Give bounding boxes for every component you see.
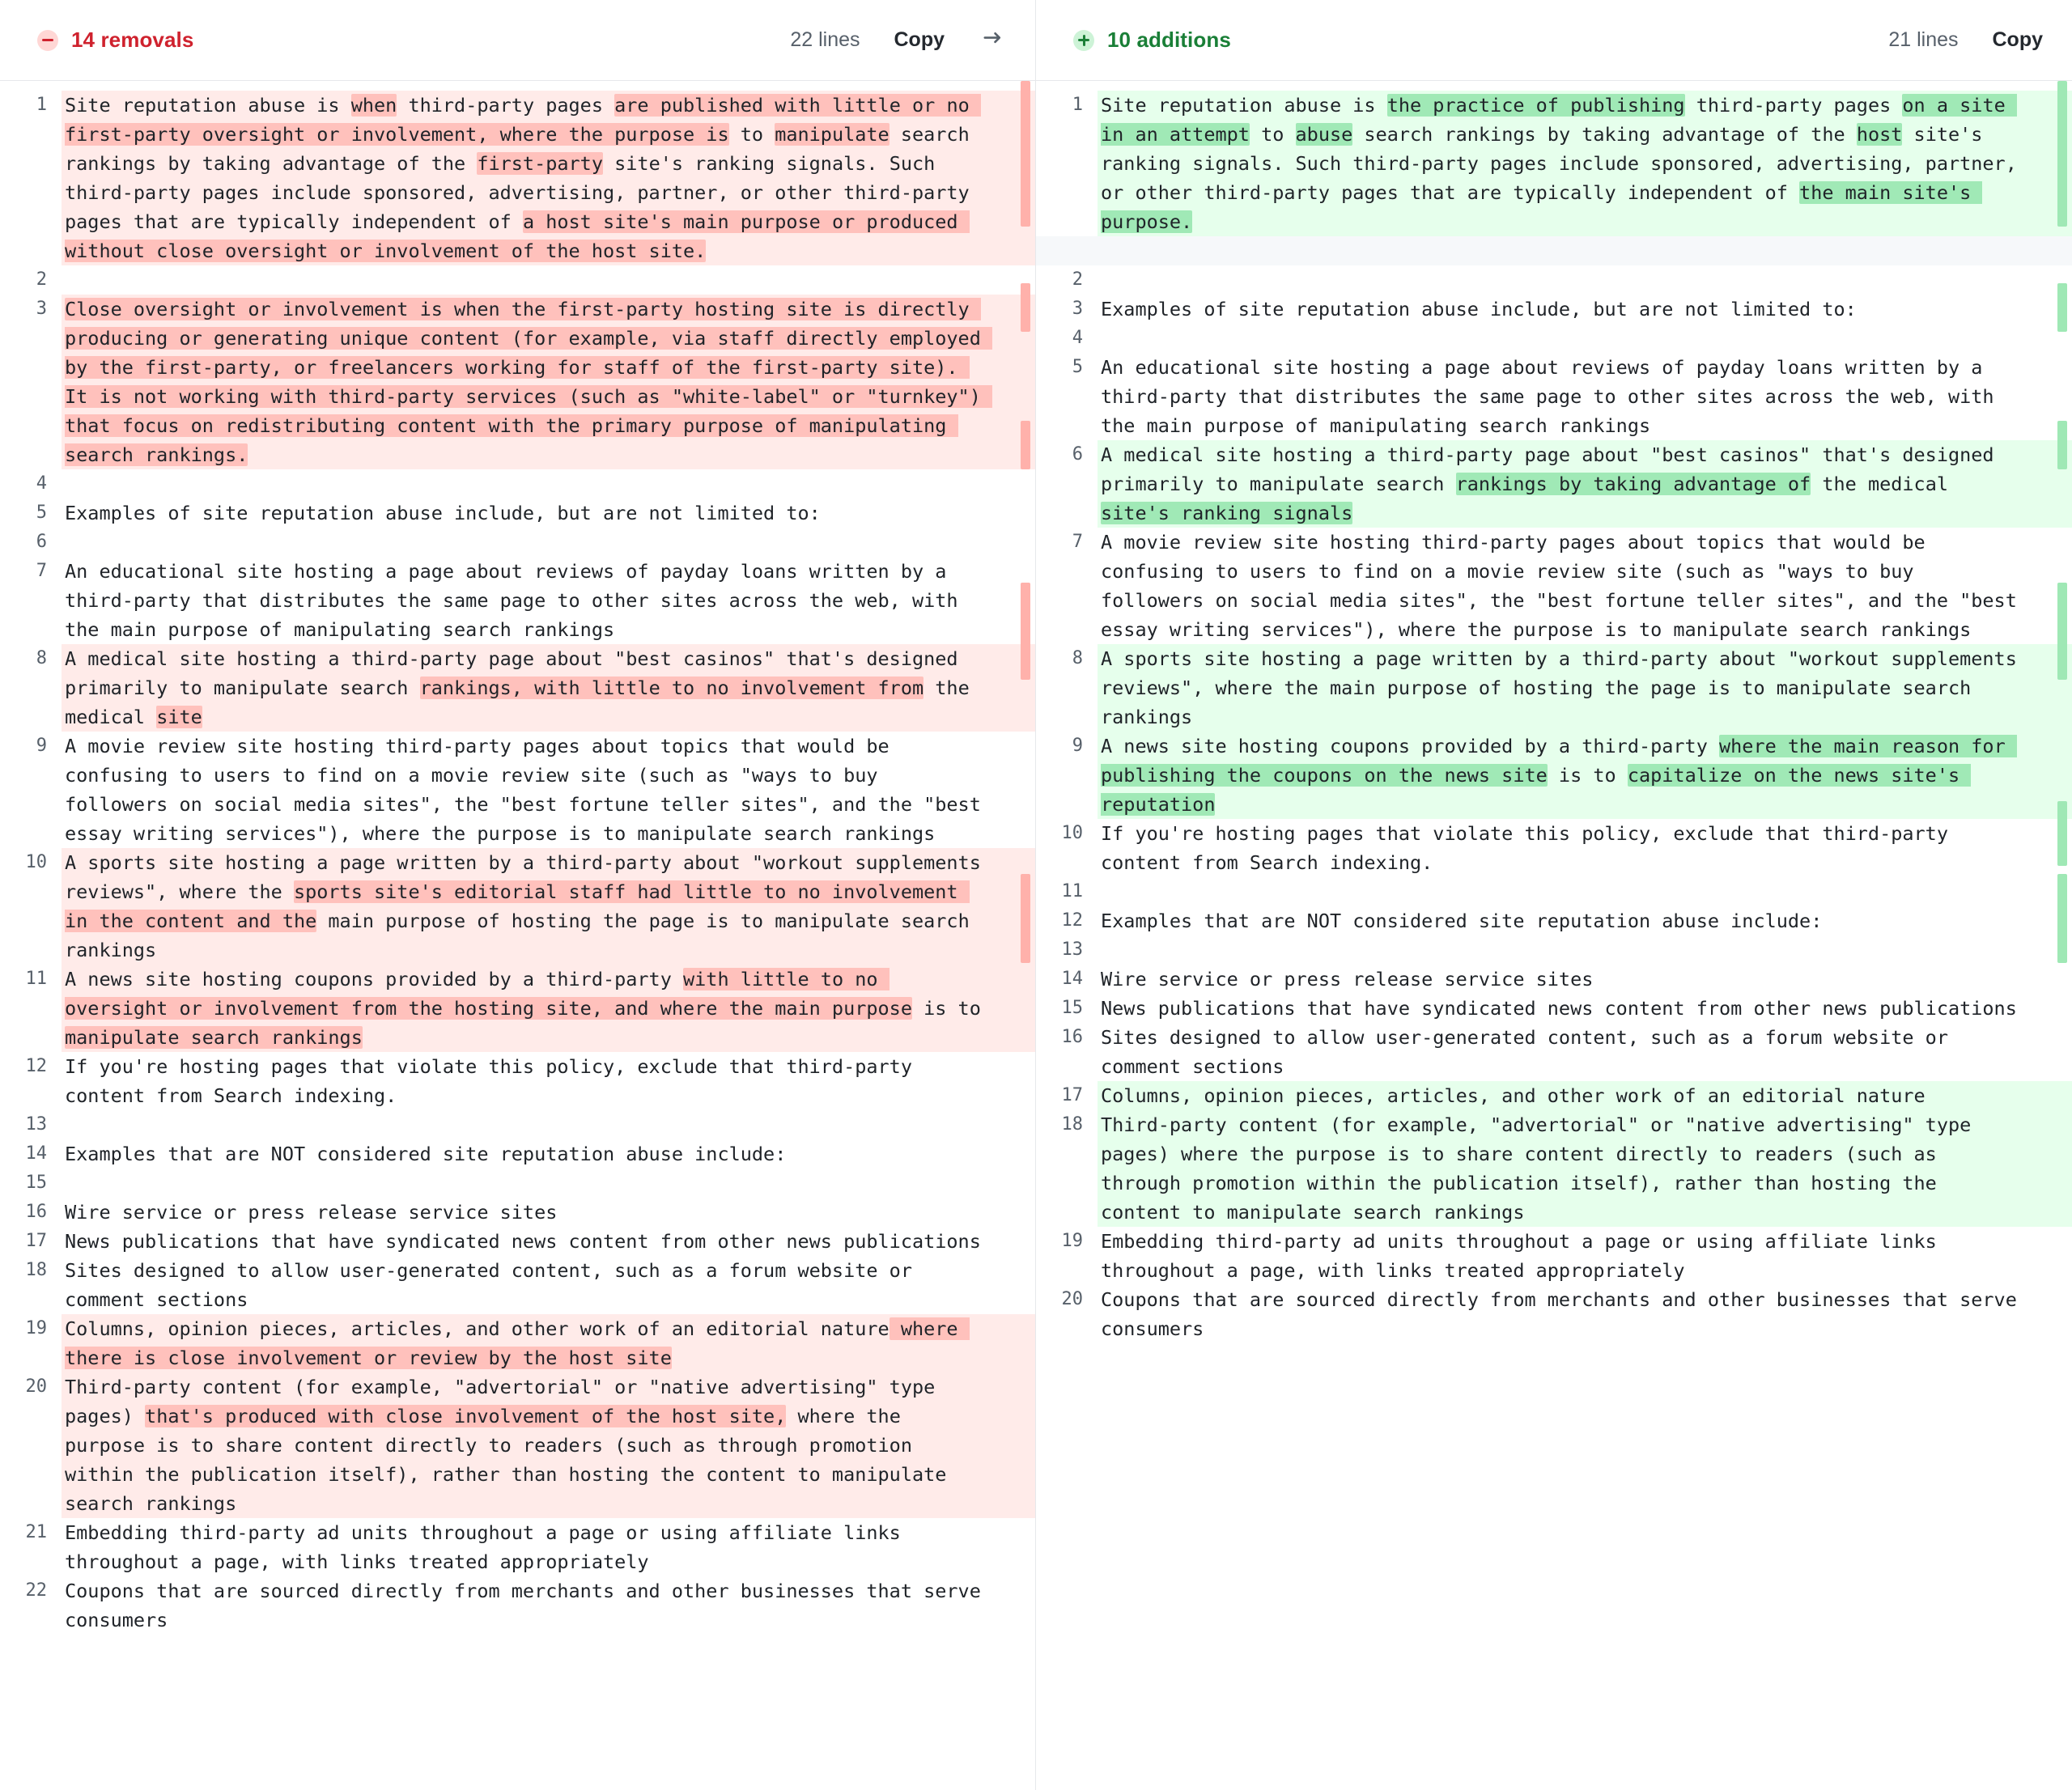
code-line <box>1036 1023 2072 1081</box>
line-content: Coupons that are sourced directly from merchants and other businesses that serve consumers <box>65 1580 993 1631</box>
line-content: News publications that have syndicated news content from other news publications <box>1101 997 2017 1020</box>
line-content: Embedding third-party ad units throughout a page or using affiliate links throughout a page, with links treated appropriately <box>1101 1230 1948 1282</box>
code-line <box>1036 1285 2072 1343</box>
line-number: 20 <box>25 1376 47 1397</box>
line-number: 20 <box>1061 1289 1083 1309</box>
code-line <box>0 848 1035 965</box>
code-line <box>0 1139 1035 1169</box>
plus-icon <box>1073 30 1094 51</box>
code-line <box>1036 994 2072 1023</box>
removals-lines-count: 22 lines <box>790 28 860 51</box>
line-number: 5 <box>36 503 47 523</box>
code-line <box>1036 1081 2072 1110</box>
highlighted-change: site <box>156 706 202 728</box>
line-number: 19 <box>25 1318 47 1338</box>
line-content: Examples of site reputation abuse include, but are not limited to: <box>65 502 821 524</box>
line-content: News publications that have syndicated news content from other news publications <box>65 1230 981 1253</box>
highlighted-change: where the main reason for publishing the coupons on the news site <box>1101 735 2017 787</box>
code-line <box>1036 324 2072 353</box>
line-content: If you're hosting pages that violate this policy, exclude that third-party content from Search indexing. <box>65 1055 924 1107</box>
code-line <box>0 1518 1035 1576</box>
line-content <box>1098 324 2072 353</box>
line-content: A medical site hosting a third-party page about "best casinos" that's designed primarily to manipulate search rankings by taking advantage of the medical site's ranking signals <box>1098 440 2072 528</box>
line-number: 3 <box>36 299 47 319</box>
additions-lines-count: 21 lines <box>1888 28 1959 51</box>
code-line <box>0 498 1035 528</box>
line-number: 8 <box>1072 648 1083 668</box>
line-number: 4 <box>1072 328 1083 348</box>
line-number: 13 <box>1061 940 1083 960</box>
highlighted-change: with little to no oversight or involvement from the hosting site, and where the main purpose <box>65 968 912 1020</box>
additions-code-body[interactable] <box>1036 81 2072 1790</box>
line-content <box>1098 236 2072 265</box>
line-content: Sites designed to allow user-generated content, such as a forum website or comment sections <box>65 1259 924 1311</box>
line-number: 2 <box>36 269 47 290</box>
line-number: 11 <box>25 969 47 989</box>
line-content <box>62 1169 1035 1198</box>
line-content <box>1098 935 2072 965</box>
code-line <box>0 557 1035 644</box>
line-content: Coupons that are sourced directly from merchants and other businesses that serve consumers <box>1101 1288 2029 1340</box>
line-content: Sites designed to allow user-generated content, such as a forum website or comment sections <box>1101 1026 1960 1078</box>
line-number: 12 <box>25 1056 47 1076</box>
line-number: 21 <box>25 1522 47 1542</box>
line-number: 9 <box>36 736 47 756</box>
line-number: 10 <box>25 852 47 872</box>
copy-removals-button[interactable]: Copy <box>894 28 945 51</box>
line-content: Columns, opinion pieces, articles, and other work of an editorial nature where there is close involvement or review by the host site <box>62 1314 1035 1372</box>
code-line <box>1036 265 2072 295</box>
line-content: An educational site hosting a page about reviews of payday loans written by a third-party that distributes the same page to other sites across the web, with the main purpose of manipulating search rankings <box>65 560 970 641</box>
code-line <box>1036 528 2072 644</box>
code-line <box>1036 906 2072 935</box>
line-number: 5 <box>1072 357 1083 377</box>
line-content <box>62 469 1035 498</box>
highlighted-change: a host site's main purpose or produced without close oversight or involvement of the host site. <box>65 210 970 262</box>
line-content: Wire service or press release service sites <box>1101 968 1594 990</box>
code-line <box>0 1576 1035 1635</box>
highlighted-change: when <box>350 94 397 117</box>
highlighted-change: capitalize on the news site's reputation <box>1101 764 1972 816</box>
diff-pane-additions <box>1036 0 2072 1790</box>
line-number: 3 <box>1072 299 1083 319</box>
line-number: 10 <box>1061 823 1083 843</box>
line-number: 14 <box>25 1143 47 1164</box>
highlighted-change: the practice of publishing <box>1386 94 1685 117</box>
code-line <box>0 469 1035 498</box>
line-content <box>1098 265 2072 295</box>
line-content: A sports site hosting a page written by a third-party about "workout supplements reviews", where the sports site's editorial staff had little to no involvement in the content and the main purpose of hosting the page is to manipulate search rankings <box>62 848 1035 965</box>
code-line <box>0 1169 1035 1198</box>
code-line <box>1036 236 2072 265</box>
line-content: Third-party content (for example, "advertorial" or "native advertising" type pages) that's produced with close involvement of the host site, where the purpose is to share content directly to readers (such as through promotion within the publication itself), rather than hosting the content to manipulate search rankings <box>62 1372 1035 1518</box>
code-line <box>1036 877 2072 906</box>
removals-badge <box>37 28 193 53</box>
line-content: A medical site hosting a third-party page about "best casinos" that's designed primarily to manipulate search rankings, with little to no involvement from the medical site <box>62 644 1035 732</box>
removals-count-label: 14 removals <box>71 28 194 52</box>
highlighted-change: sports site's editorial staff had little to no involvement in the content and the <box>65 880 970 932</box>
line-number: 18 <box>1061 1114 1083 1135</box>
line-content: A movie review site hosting third-party pages about topics that would be confusing to users to find on a movie review site (such as "ways to buy followers on social media sites", the "best fortune teller sites", and the "best essay writing services"), where the purpose is to manipulate search rankings <box>65 735 993 845</box>
code-line <box>1036 1110 2072 1227</box>
highlighted-change: Close oversight or involvement is when the first-party hosting site is directly producing or generating unique content (for example, via staff directly employed by the first-party, or freelancers working for staff of the first-party site). It is not working with third-party services (such as "white-label" or "turnkey") that focus on redistributing content with the primary purpose of manipulating search rankings. <box>65 298 993 466</box>
code-line <box>1036 1227 2072 1285</box>
line-number: 4 <box>36 473 47 494</box>
removals-code-body[interactable] <box>0 81 1035 1790</box>
highlighted-change: are published with little or no first-party oversight or involvement, where the purpose is <box>65 94 981 146</box>
code-line <box>1036 91 2072 236</box>
highlighted-change: rankings, with little to no involvement from <box>419 677 924 699</box>
highlighted-change: first-party <box>477 152 603 175</box>
code-line <box>0 644 1035 732</box>
highlighted-change: host <box>1856 123 1903 146</box>
code-line <box>0 1052 1035 1110</box>
code-line <box>0 295 1035 469</box>
line-number: 9 <box>1072 736 1083 756</box>
line-number: 17 <box>1061 1085 1083 1105</box>
line-number: 18 <box>25 1260 47 1280</box>
line-number: 16 <box>1061 1027 1083 1047</box>
code-line <box>1036 819 2072 877</box>
line-number: 1 <box>1072 95 1083 115</box>
line-number: 12 <box>1061 910 1083 931</box>
additions-header <box>1036 0 2072 81</box>
line-content <box>1098 877 2072 906</box>
highlighted-change: on a site in an attempt <box>1101 94 2017 146</box>
line-content: A news site hosting coupons provided by a third-party where the main reason for publishing the coupons on the news site is to capitalize on the news site's reputation <box>1098 732 2072 819</box>
copy-additions-button[interactable]: Copy <box>1992 28 2043 51</box>
line-number: 15 <box>1061 998 1083 1018</box>
line-content: A movie review site hosting third-party pages about topics that would be confusing to users to find on a movie review site (such as "ways to buy followers on social media sites", the "best fortune teller sites", and the "best essay writing services"), where the purpose is to manipulate search rankings <box>1101 531 2029 641</box>
line-number: 14 <box>1061 969 1083 989</box>
highlighted-change: abuse <box>1295 123 1353 146</box>
line-number: 16 <box>25 1202 47 1222</box>
line-content <box>62 295 1035 469</box>
line-content: A news site hosting coupons provided by a third-party with little to no oversight or involvement from the hosting site, and where the main purpose is to manipulate search rankings <box>62 965 1035 1052</box>
code-line <box>0 1110 1035 1139</box>
line-content: Wire service or press release service sites <box>65 1201 558 1224</box>
code-line <box>0 91 1035 265</box>
line-content <box>62 528 1035 557</box>
line-number: 2 <box>1072 269 1083 290</box>
line-content: Columns, opinion pieces, articles, and other work of an editorial nature <box>1098 1081 2072 1110</box>
line-number: 8 <box>36 648 47 668</box>
line-content <box>62 1110 1035 1139</box>
code-line <box>0 1256 1035 1314</box>
code-line <box>0 732 1035 848</box>
highlighted-change: rankings by taking advantage of <box>1455 473 1811 495</box>
line-content: Site reputation abuse is when third-party pages are published with little or no first-party oversight or involvement, where the purpose is to manipulate search rankings by taking advantage of the first-party site's ranking signals. Such third-party pages include sponsored, advertising, partner, or other third-party pages that are typically independent of a host site's main purpose or produced without close oversight or involvement of the host site. <box>62 91 1035 265</box>
removals-header <box>0 0 1035 81</box>
code-line <box>1036 353 2072 440</box>
line-content: Embedding third-party ad units throughout a page or using affiliate links throughout a page, with links treated appropriately <box>65 1521 912 1573</box>
line-number: 15 <box>25 1173 47 1193</box>
code-line <box>1036 935 2072 965</box>
code-line <box>0 1198 1035 1227</box>
line-number: 6 <box>1072 444 1083 464</box>
line-content: Examples that are NOT considered site reputation abuse include: <box>1101 910 1823 932</box>
swap-sides-icon[interactable] <box>979 27 1006 54</box>
line-number: 11 <box>1061 881 1083 901</box>
line-content: Site reputation abuse is the practice of publishing third-party pages on a site in an attempt to abuse search rankings by taking advantage of the host site's ranking signals. Such third-party pages include sponsored, advertising, partner, or other third-party pages that are typically independent of the main site's purpose. <box>1098 91 2072 236</box>
additions-count-label: 10 additions <box>1107 28 1231 52</box>
additions-badge <box>1073 28 1231 53</box>
code-line <box>0 265 1035 295</box>
minus-icon <box>37 30 58 51</box>
highlighted-change: site's ranking signals <box>1101 502 1353 524</box>
line-number: 6 <box>36 532 47 552</box>
code-line <box>1036 440 2072 528</box>
code-line <box>1036 732 2072 819</box>
line-number: 17 <box>25 1231 47 1251</box>
code-line <box>1036 295 2072 324</box>
line-content: Examples that are NOT considered site reputation abuse include: <box>65 1143 787 1165</box>
highlighted-change: that's produced with close involvement of the host site, <box>145 1405 787 1427</box>
code-line <box>1036 965 2072 994</box>
highlighted-change: where there is close involvement or review by the host site <box>65 1317 970 1369</box>
code-line <box>0 1314 1035 1372</box>
line-number: 7 <box>1072 532 1083 552</box>
line-content: Third-party content (for example, "advertorial" or "native advertising" type pages) where the purpose is to share content directly to readers (such as through promotion within the publication itself), rather than hosting the content to manipulate search rankings <box>1098 1110 2072 1227</box>
line-number: 19 <box>1061 1231 1083 1251</box>
line-content: A sports site hosting a page written by a third-party about "workout supplements reviews", where the main purpose of hosting the page is to manipulate search rankings <box>1098 644 2072 732</box>
highlighted-change: manipulate <box>775 123 890 146</box>
line-content: If you're hosting pages that violate this policy, exclude that third-party content from Search indexing. <box>1101 822 1960 874</box>
line-number: 22 <box>25 1580 47 1601</box>
code-line <box>1036 644 2072 732</box>
highlighted-change: manipulate search rankings <box>65 1026 363 1049</box>
highlighted-change: the main site's purpose. <box>1101 181 1983 233</box>
line-content <box>62 265 1035 295</box>
line-content: An educational site hosting a page about reviews of payday loans written by a third-party that distributes the same page to other sites across the web, with the main purpose of manipulating search rankings <box>1101 356 2006 437</box>
line-number: 13 <box>25 1114 47 1135</box>
line-number: 1 <box>36 95 47 115</box>
code-line <box>0 528 1035 557</box>
line-content: Examples of site reputation abuse include, but are not limited to: <box>1101 298 1857 320</box>
line-number: 7 <box>36 561 47 581</box>
code-line <box>0 1372 1035 1518</box>
code-line <box>0 965 1035 1052</box>
code-line <box>0 1227 1035 1256</box>
